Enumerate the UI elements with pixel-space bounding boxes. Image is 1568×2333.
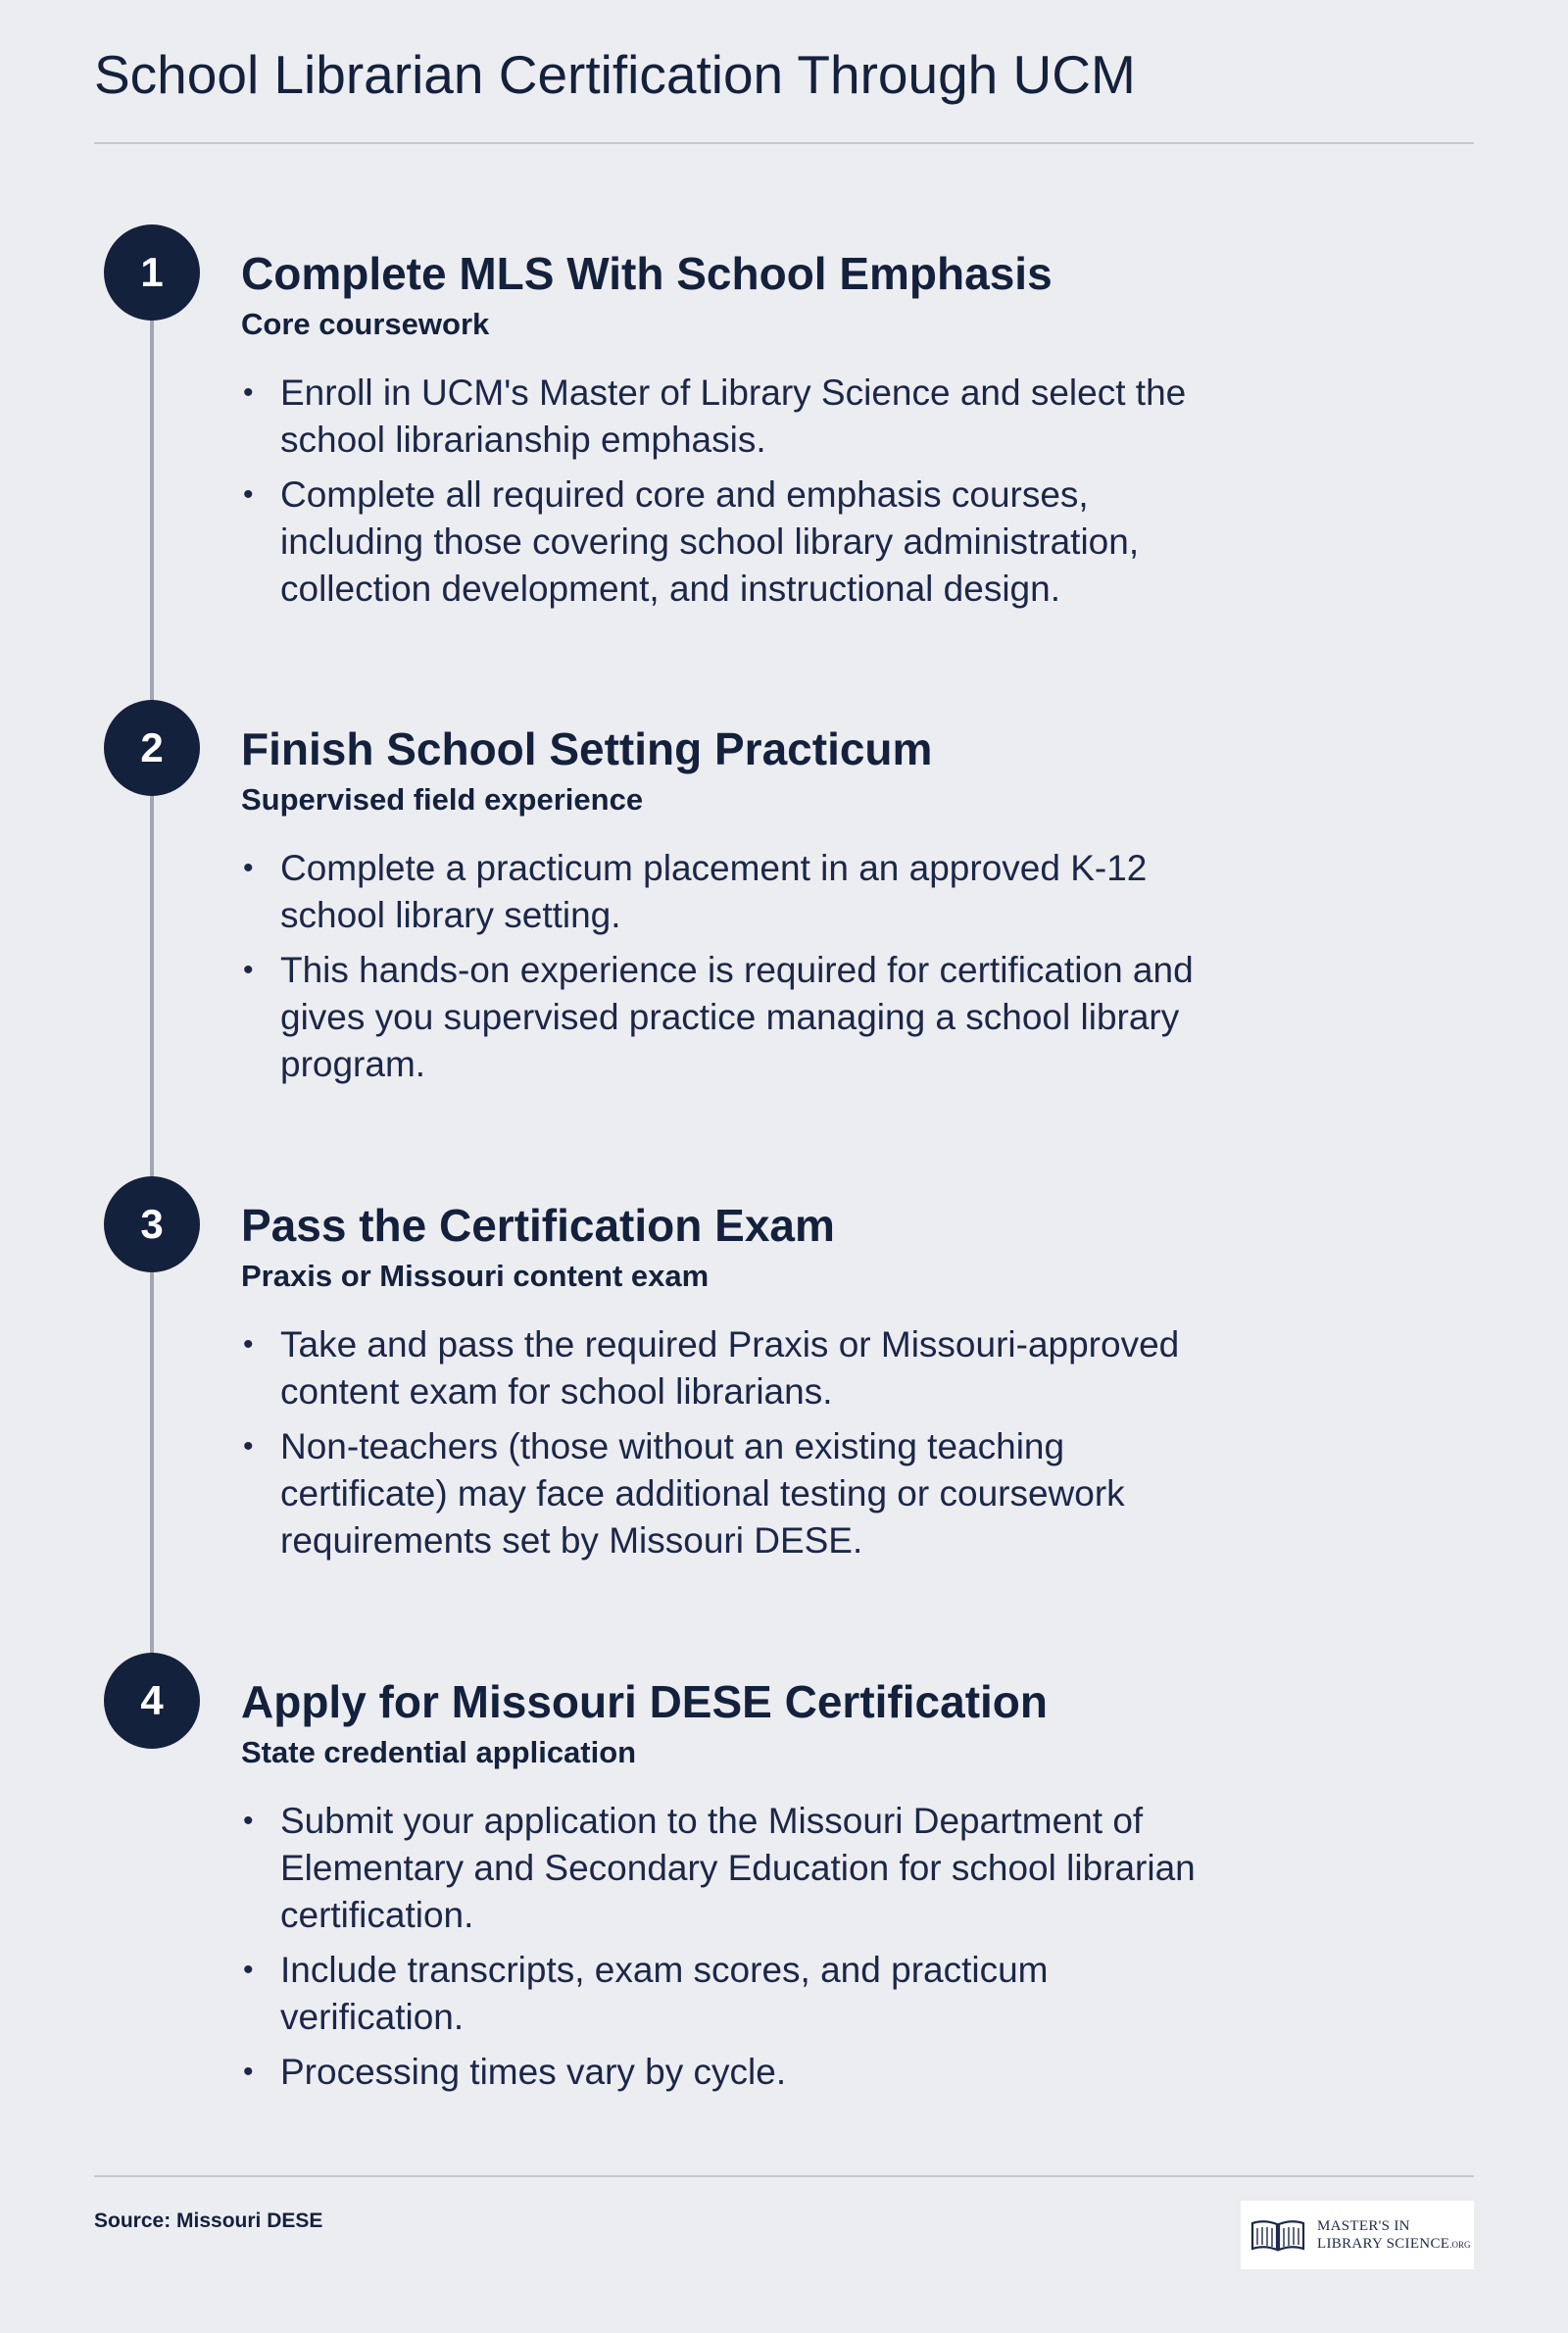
logo-line-1: MASTER'S IN: [1317, 2217, 1410, 2234]
logo-wordmark: [1317, 2217, 1470, 2254]
timeline-line: [150, 273, 154, 1655]
step-subtitle: State credential application: [241, 1735, 637, 1769]
step-subtitle: Supervised field experience: [241, 782, 644, 817]
step-title: Apply for Missouri DESE Certification: [241, 1676, 1048, 1727]
step-bullet-list: [241, 370, 1241, 613]
step-bullet: • Enroll in UCM's Master of Library Science and select the school librarianship emphasis.: [241, 370, 1241, 464]
step-content: [241, 700, 1241, 1096]
step-title: Complete MLS With School Emphasis: [241, 248, 1053, 299]
step-bullet: • Complete all required core and emphasis courses, including those covering school library administration, collection development, and instructional design.: [241, 472, 1241, 613]
step-subtitle: Core coursework: [241, 307, 490, 341]
page-title: School Librarian Certification Through UCM: [94, 44, 1136, 105]
title-divider: [94, 142, 1474, 144]
step-bullet: • Non-teachers (those without an existing teaching certificate) may face additional testing or coursework requirements set by Missouri DESE.: [241, 1423, 1241, 1564]
step-bullet: • Submit your application to the Missouri Department of Elementary and Secondary Education for school librarian certification.: [241, 1798, 1241, 1939]
step-bullet: • Processing times vary by cycle.: [241, 2049, 1241, 2096]
open-book-icon: [1249, 2215, 1307, 2255]
logo-line-2-text: LIBRARY SCIENCE: [1317, 2235, 1450, 2252]
step-bullet: • This hands-on experience is required for certification and gives you supervised practice managing a school library program.: [241, 947, 1241, 1088]
site-logo: [1241, 2201, 1474, 2269]
step-bullet: • Take and pass the required Praxis or Missouri-approved content exam for school librarians.: [241, 1321, 1241, 1415]
step-title: Pass the Certification Exam: [241, 1200, 835, 1251]
source-note: Source: Missouri DESE: [94, 2209, 323, 2232]
step-number-badge: 1: [104, 224, 200, 321]
step-bullet-list: [241, 845, 1241, 1088]
step-bullet: • Include transcripts, exam scores, and practicum verification.: [241, 1947, 1241, 2041]
step-subtitle: Praxis or Missouri content exam: [241, 1259, 710, 1293]
step-title: Finish School Setting Practicum: [241, 723, 933, 774]
logo-line-2: [1317, 2235, 1470, 2254]
step-content: [241, 224, 1241, 620]
footer-divider: [94, 2175, 1474, 2177]
step-number-badge: 2: [104, 700, 200, 796]
step-bullet-list: [241, 1798, 1241, 2096]
step-content: [241, 1176, 1241, 1572]
logo-suffix: .ORG: [1449, 2239, 1471, 2250]
step-bullet-list: [241, 1321, 1241, 1564]
step-content: [241, 1653, 1241, 2104]
step-number-badge: 3: [104, 1176, 200, 1272]
step-number-badge: 4: [104, 1653, 200, 1749]
step-bullet: • Complete a practicum placement in an approved K-12 school library setting.: [241, 845, 1241, 939]
